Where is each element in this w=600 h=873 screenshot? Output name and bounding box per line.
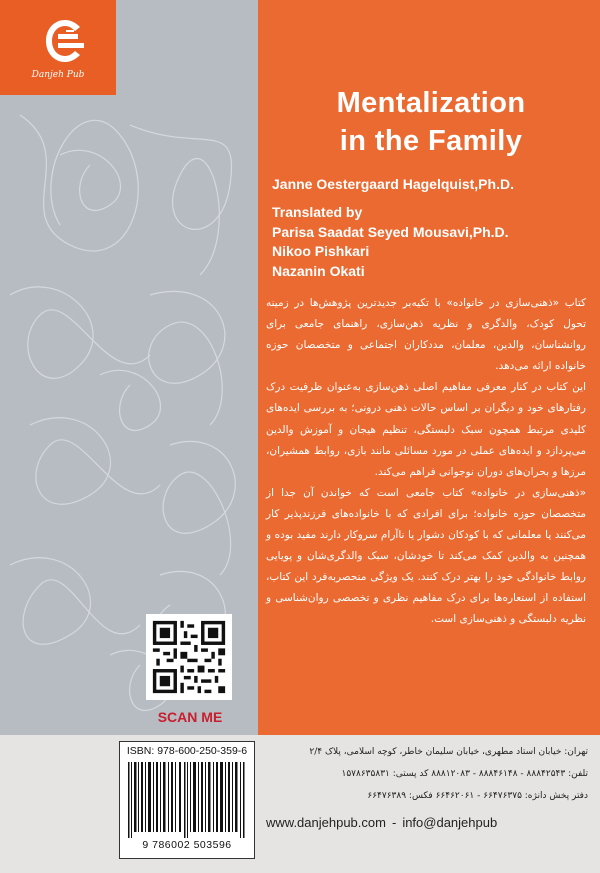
- book-title: [286, 84, 576, 160]
- barcode-icon: [126, 762, 248, 838]
- contact-address: تهران: خیابان استاد مطهری، خیابان سلیمان خاطر، کوچه اسلامی، پلاک ۲/۴: [309, 747, 588, 757]
- title-line-2: in the Family: [339, 125, 523, 157]
- contact-distribution: دفتر پخش دانژه: ۶۶۴۷۶۳۷۵ - ۶۶۴۶۲۰۶۱ فکس: ۶۶۴۷۶۳۸۹: [367, 791, 588, 801]
- translator-2: Nikoo Pishkari: [272, 243, 370, 259]
- web-separator: -: [391, 815, 397, 830]
- contact-phone: تلفن: ۸۸۸۴۲۵۴۳ - ۸۸۸۴۶۱۴۸ - ۸۸۸۱۲۰۸۳ کد پستی: ۱۵۷۸۶۳۵۸۳۱: [341, 769, 588, 779]
- danjeh-logo-icon: [44, 18, 86, 64]
- qr-code[interactable]: [146, 614, 232, 700]
- qr-code-icon: [146, 614, 232, 700]
- isbn-text: ISBN: 978-600-250-359-6: [126, 745, 248, 757]
- description-paragraph-1: کتاب «ذهنی‌سازی در خانواده» با تکیه‌بر جدیدترین پژوهش‌ها در زمینه تحول کودک، والدگری و نظریه ذهن‌سازی، راهنمای جامعی برای روانشناسان، والدین، معلمان، مددکاران اجتماعی و متخصصان حوزه خانواده ارائه می‌دهد.: [266, 297, 586, 373]
- publisher-logo-box: [0, 0, 116, 95]
- translated-by-label: Translated by: [272, 204, 363, 220]
- title-line-1: Mentalization: [336, 87, 526, 119]
- email-link[interactable]: info@danjehpub: [402, 815, 498, 830]
- book-description: [266, 293, 586, 631]
- scan-me-label: SCAN ME: [157, 709, 223, 725]
- publisher-logo-text: Danjeh Pub: [31, 70, 85, 80]
- description-paragraph-3: «ذهنی‌سازی در خانواده» کتاب جامعی است که خواندن آن جدا از متخصصان حوزه خانواده؛ برای افرادی که با خانواده‌های فرزندپذیر کار می‌کنند یا معلمانی که با کودکان دشوار یا ناآرام سروکار دارند مفید بوده و همچنین به والدین کمک می‌کند تا خودشان، سبک والدگری‌شان و پویایی روابط خانوادگی خود را بهتر درک کنند. یک ویژگی منحصربه‌فرد این کتاب، استفاده از استعاره‌ها برای درک مفاهیم نظری و تخصصی روان‌شناسی و نظریه دلبستگی و ذهنی‌سازی است.: [266, 486, 586, 626]
- isbn-barcode-box: [119, 741, 255, 859]
- translators-block: [272, 203, 509, 281]
- web-contact-line: [266, 815, 590, 830]
- description-paragraph-2: این کتاب در کنار معرفی مفاهیم اصلی ذهن‌سازی به‌عنوان ظرفیت درک رفتارهای خود و دیگران بر اساس حالات ذهنی درونی؛ به بررسی ایده‌های کلیدی مرتبط همچون سبک دلبستگی، تنظیم هیجان و آموزش والدین می‌پردازد و ایده‌های عملی در مورد مسائلی مانند بازی، روابط همشیران، مرزها و بحران‌های دوران نوجوانی فراهم می‌کند.: [266, 381, 586, 478]
- website-link[interactable]: www.danjehpub.com: [266, 815, 386, 830]
- barcode-number: 9 786002 503596: [142, 839, 232, 851]
- translator-1: Parisa Saadat Seyed Mousavi,Ph.D.: [272, 223, 509, 240]
- author-name: Janne Oestergaard Hagelquist,Ph.D.: [272, 176, 514, 192]
- translator-3: Nazanin Okati: [272, 262, 365, 279]
- publisher-contact: [266, 741, 588, 807]
